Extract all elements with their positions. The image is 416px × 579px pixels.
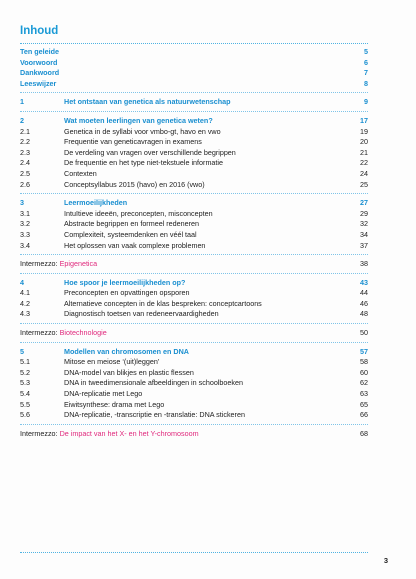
section-divider: [20, 92, 368, 93]
table-of-contents: [20, 47, 368, 439]
toc-entry[interactable]: 5.2 DNA-model van blikjes en plastic flessen 60: [20, 367, 368, 377]
toc-entry[interactable]: 2.6 Conceptsyllabus 2015 (havo) en 2016 (vwo) 25: [20, 179, 368, 189]
toc-entry[interactable]: 3.4 Het oplossen van vaak complexe problemen 37: [20, 240, 368, 250]
section-divider: [20, 273, 368, 274]
toc-entry[interactable]: 5.4 DNA-replicatie met Lego 63: [20, 389, 368, 399]
toc-entry[interactable]: 2.1 Genetica in de syllabi voor vmbo-gt, havo en vwo 19: [20, 126, 368, 136]
toc-entry[interactable]: 2.2 Frequentie van geneticavragen in examens 20: [20, 137, 368, 147]
intermezzo-entry[interactable]: Intermezzo: De impact van het X- en het Y-chromosoom 68: [20, 428, 368, 438]
toc-entry[interactable]: 5.3 DNA in tweedimensionale afbeeldingen in schoolboeken 62: [20, 378, 368, 388]
toc-entry[interactable]: 5.6 DNA-replicatie, -transcriptie en -translatie: DNA stickeren 66: [20, 410, 368, 420]
toc-entry[interactable]: Leeswijzer 8: [20, 78, 368, 88]
section-divider: [20, 193, 368, 194]
chapter-heading[interactable]: 2 Wat moeten leerlingen van genetica weten? 17: [20, 115, 368, 125]
chapter-heading[interactable]: 1 Het ontstaan van genetica als natuurwetenschap 9: [20, 97, 368, 107]
toc-entry[interactable]: 3.1 Intuïtieve ideeën, preconcepten, misconcepten 29: [20, 208, 368, 218]
page-number: 3: [383, 556, 388, 565]
toc-entry[interactable]: 4.3 Diagnostisch toetsen van redeneervaardigheden 48: [20, 309, 368, 319]
chapter-heading[interactable]: 4 Hoe spoor je leermoeilijkheden op? 43: [20, 277, 368, 287]
toc-entry[interactable]: Ten geleide 5: [20, 47, 368, 56]
toc-entry[interactable]: 2.4 De frequentie en het type niet-tekstuele informatie 22: [20, 158, 368, 168]
intermezzo-entry[interactable]: Intermezzo: Epigenetica 38: [20, 259, 368, 269]
toc-entry[interactable]: 4.1 Preconcepten en opvattingen opsporen 44: [20, 288, 368, 298]
toc-entry[interactable]: Dankwoord 7: [20, 68, 368, 78]
intermezzo-entry[interactable]: Intermezzo: Biotechnologie 50: [20, 328, 368, 338]
toc-entry[interactable]: 2.3 De verdeling van vragen over verschillende begrippen 21: [20, 147, 368, 157]
toc-entry[interactable]: 5.1 Mitose en meiose ‘(uit)leggen’ 58: [20, 357, 368, 367]
section-divider: [20, 254, 368, 255]
chapter-heading[interactable]: 3 Leermoeilijkheden 27: [20, 198, 368, 208]
toc-entry[interactable]: 3.2 Abstracte begrippen en formeel redeneren 32: [20, 219, 368, 229]
section-divider: [20, 424, 368, 425]
section-divider: [20, 323, 368, 324]
toc-entry[interactable]: 5.5 Eiwitsynthese: drama met Lego 65: [20, 399, 368, 409]
page-title: Inhoud: [20, 25, 59, 37]
toc-entry[interactable]: Voorwoord 6: [20, 57, 368, 67]
section-divider: [20, 111, 368, 112]
toc-entry[interactable]: 4.2 Alternatieve concepten in de klas bespreken: conceptcartoons 46: [20, 298, 368, 308]
chapter-heading[interactable]: 5 Modellen van chromosomen en DNA 57: [20, 346, 368, 356]
section-divider: [20, 342, 368, 343]
bottom-divider: [20, 552, 368, 553]
toc-entry[interactable]: 3.3 Complexiteit, systeemdenken en véél taal 34: [20, 229, 368, 239]
top-divider: [20, 43, 368, 44]
toc-entry[interactable]: 2.5 Contexten 24: [20, 168, 368, 178]
